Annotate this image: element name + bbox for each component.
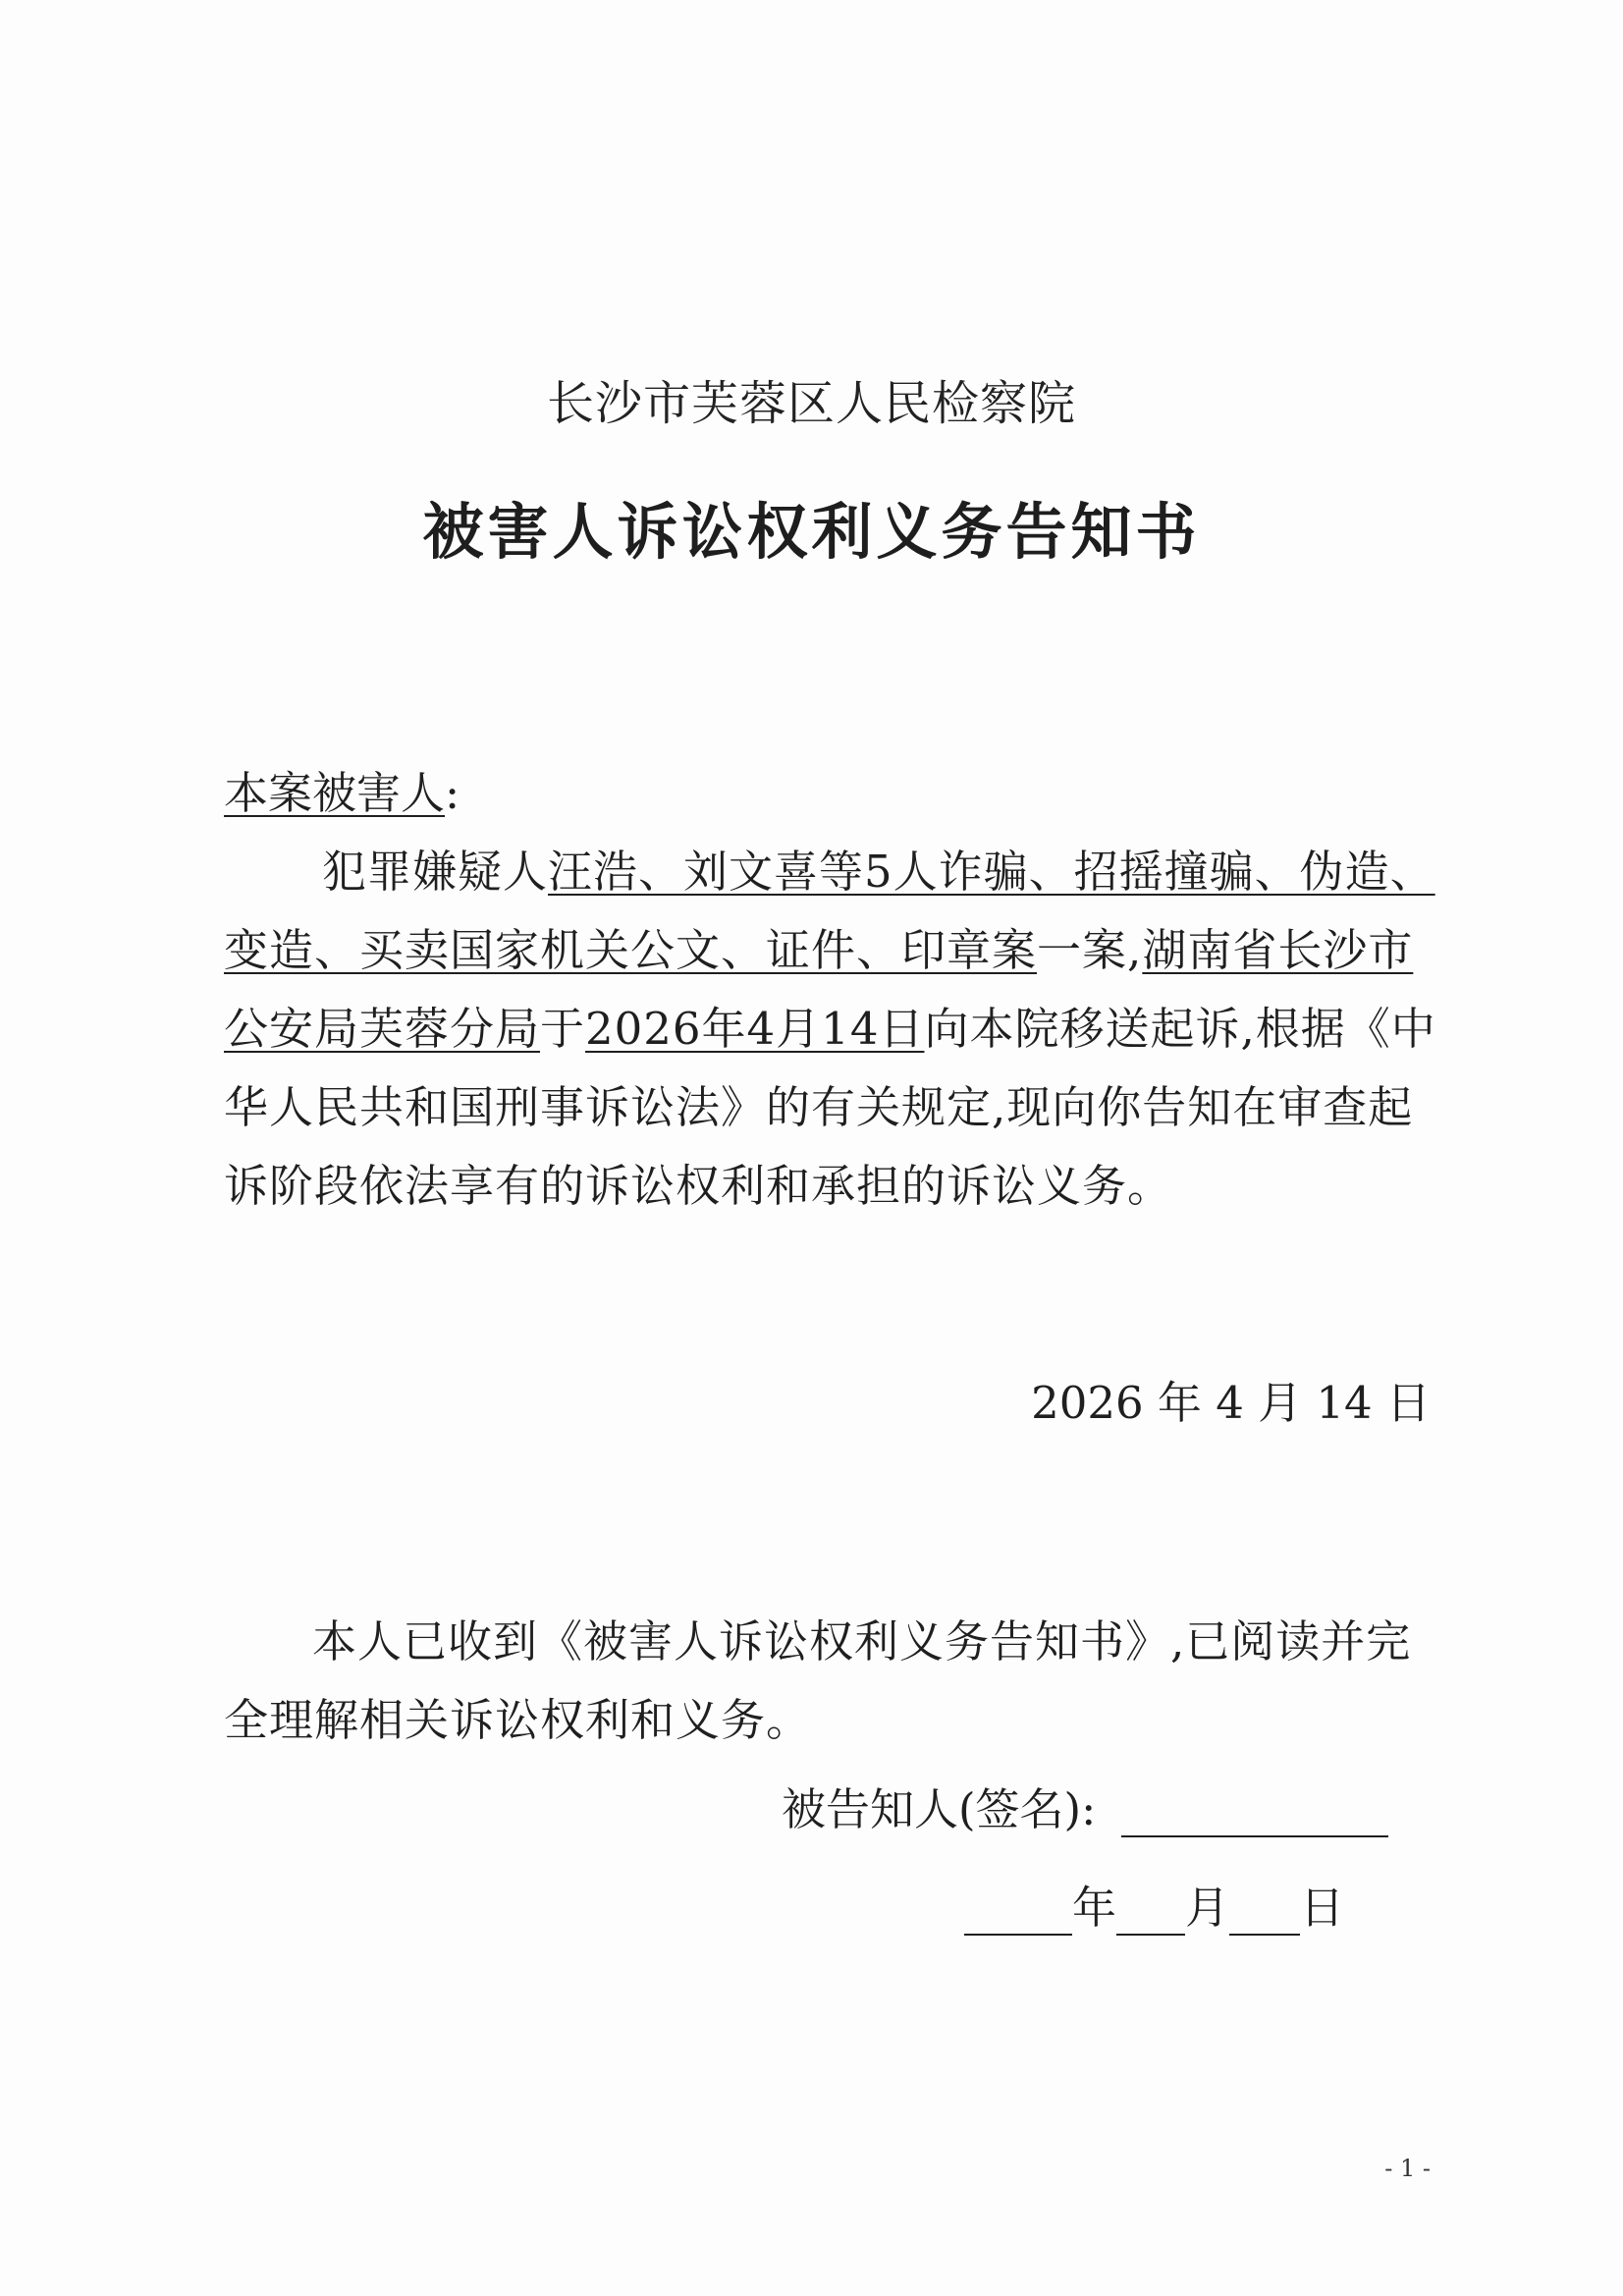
notice-paragraph: [224, 833, 1451, 1226]
document-title: 被害人诉讼权利义务告知书: [422, 496, 1201, 568]
paragraph-lead: 犯罪嫌疑人: [322, 846, 549, 898]
paragraph-mid-2: 于: [540, 1003, 586, 1055]
page-number: - 1 -: [1384, 2155, 1431, 2182]
signature-label: 被告知人(签名):: [782, 1783, 1097, 1835]
day-blank[interactable]: [1229, 1894, 1300, 1936]
year-blank[interactable]: [964, 1894, 1072, 1936]
acknowledgment-paragraph: 本人已收到《被害人诉讼权利义务告知书》,已阅读并完全理解相关诉讼权利和义务。: [224, 1615, 1412, 1746]
issue-date: 2026 年 4 月 14 日: [1031, 1377, 1431, 1429]
year-label: 年: [1072, 1882, 1117, 1934]
case-name: 汪浩、刘文喜等5人诈骗、招摇撞骗、伪造、变造、买卖国家机关公文、证件、印章案: [224, 846, 1435, 976]
transfer-date: 2026年4月14日: [585, 1003, 925, 1055]
transferring-agency: 湖南省长沙市公安局芙蓉分局: [224, 924, 1414, 1055]
month-label: 月: [1185, 1882, 1230, 1934]
month-blank[interactable]: [1116, 1894, 1185, 1936]
paragraph-rest: 向本院移送起诉,根据《中华人民共和国刑事诉讼法》的有关规定,现向你告知在审查起诉阶段依法享有的诉讼权利和承担的诉讼义务。: [224, 1003, 1436, 1212]
paragraph-mid-1: 一案,: [1037, 924, 1143, 976]
day-label: 日: [1300, 1882, 1345, 1934]
salutation-colon: :: [445, 767, 460, 819]
issuing-organization: 长沙市芙蓉区人民检察院: [546, 376, 1076, 431]
salutation: [224, 754, 1451, 833]
signature-row: [782, 1774, 1388, 1837]
salutation-recipient: 本案被害人: [224, 767, 446, 819]
signature-field[interactable]: [1121, 1792, 1388, 1837]
sign-date-row: [964, 1872, 1344, 1936]
